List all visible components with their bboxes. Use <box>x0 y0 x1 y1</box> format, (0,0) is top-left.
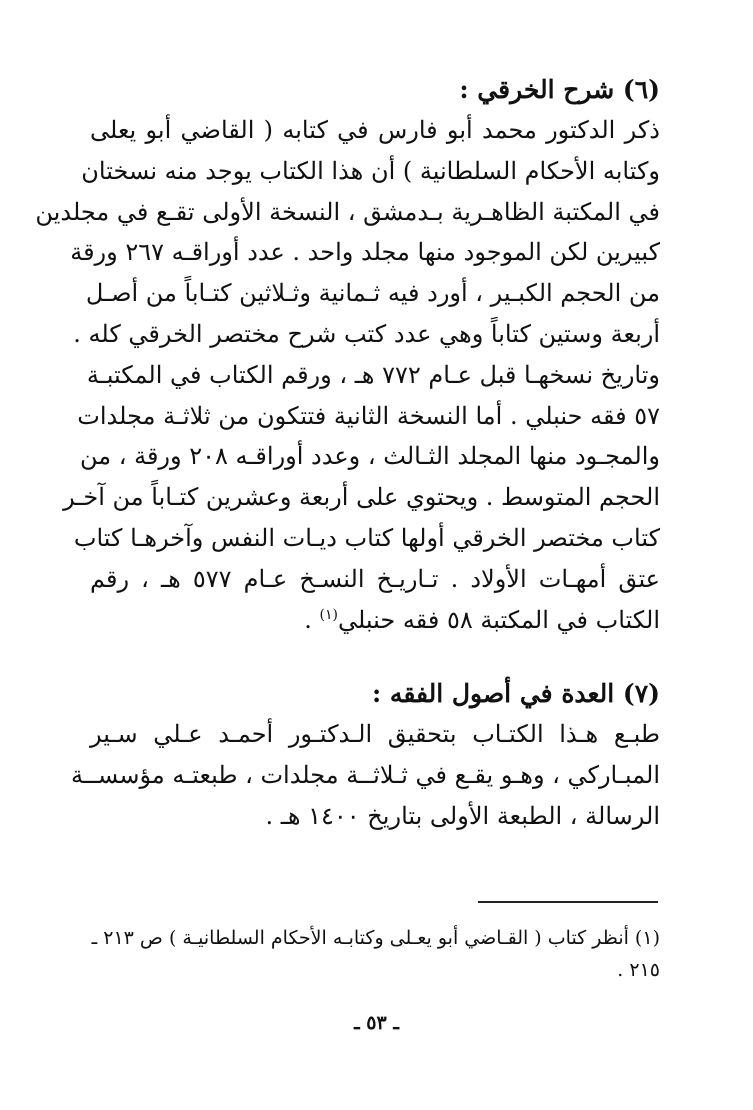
page-number: ـ ٥٣ ـ <box>354 1012 399 1034</box>
text-line: وكتابه الأحكام السلطانية ) أن هذا الكتاب يوجد منه نسختان <box>81 156 660 185</box>
text-line: ٥٧ فقه حنبلي . أما النسخة الثانية فتتكون من ثلاثـة مجلدات <box>77 401 660 430</box>
text-line: الحجم المتوسط . ويحتوي على أربعة وعشرين كتـاباً من آخـر <box>63 483 660 512</box>
text-line: كتاب مختصر الخرقي أولها كتاب ديـات النفس وآخرهـا كتاب <box>73 523 660 552</box>
text-line: في المكتبة الظاهـرية بـدمشق ، النسخة الأولى تقـع في مجلدين <box>35 197 660 226</box>
text-line: الرسالة ، الطبعة الأولى بتاريخ ١٤٠٠ هـ . <box>265 801 660 830</box>
footnote-divider <box>478 901 658 903</box>
section-sharh-al-khiraqi <box>35 70 661 640</box>
text-line: أربعة وستين كتاباً وهي عدد كتب شرح مختصر الخرقي كله . <box>73 319 660 348</box>
text-line-end: . <box>304 605 320 634</box>
footnote-line: (١) أنظر كتاب ( القـاضي أبو يعـلى وكتابـه الأحكام السلطانيـة ) ص ٢١٣ ـ <box>91 927 660 949</box>
text-line: ذكر الدكتور محمد أبو فارس في كتابه ( القاضي أبو يعلى <box>90 116 660 144</box>
footnote-line: ٢١٥ . <box>617 959 660 981</box>
text-line: والمجـود منها المجلد الثـالث ، وعدد أوراقـه ٢٠٨ ورقة ، من <box>79 442 660 471</box>
section-al-udda <box>71 674 660 836</box>
text-line: من الحجم الكبـير ، أورد فيه ثـمانية وثـلاثين كتـاباً من أصـل <box>85 279 660 308</box>
text-line: كبيرين لكن الموجود منها مجلد واحد . عدد أوراقـه ٢٦٧ ورقة <box>70 238 660 267</box>
text-line: وتاريخ نسخهـا قبل عـام ٧٧٢ هـ ، ورقم الكتاب في المكتبـة <box>86 360 660 389</box>
text-line: طبـع هـذا الكتـاب بتحقيق الـدكتـور أحمـد عـلي سـير <box>90 720 660 749</box>
page-body <box>35 70 661 837</box>
footnote <box>90 922 660 986</box>
section-heading: (٦) شرح الخرقي : <box>459 75 660 104</box>
text-line-body: الكتاب في المكتبة ٥٨ فقه حنبلي <box>337 605 660 634</box>
footnote-reference[interactable]: (١) <box>319 606 338 623</box>
section-heading: (٧) العدة في أصول الفقه : <box>371 679 660 709</box>
text-line: المبـاركي ، وهـو يقـع في ثـلاثــة مجلدات ، طبعتـه مؤسســة <box>71 761 660 790</box>
text-line: عتق أمهـات الأولاد . تـاريـخ النسـخ عـام ٥٧٧ هـ ، رقم <box>90 564 661 593</box>
text-line-with-footnote <box>90 600 660 641</box>
